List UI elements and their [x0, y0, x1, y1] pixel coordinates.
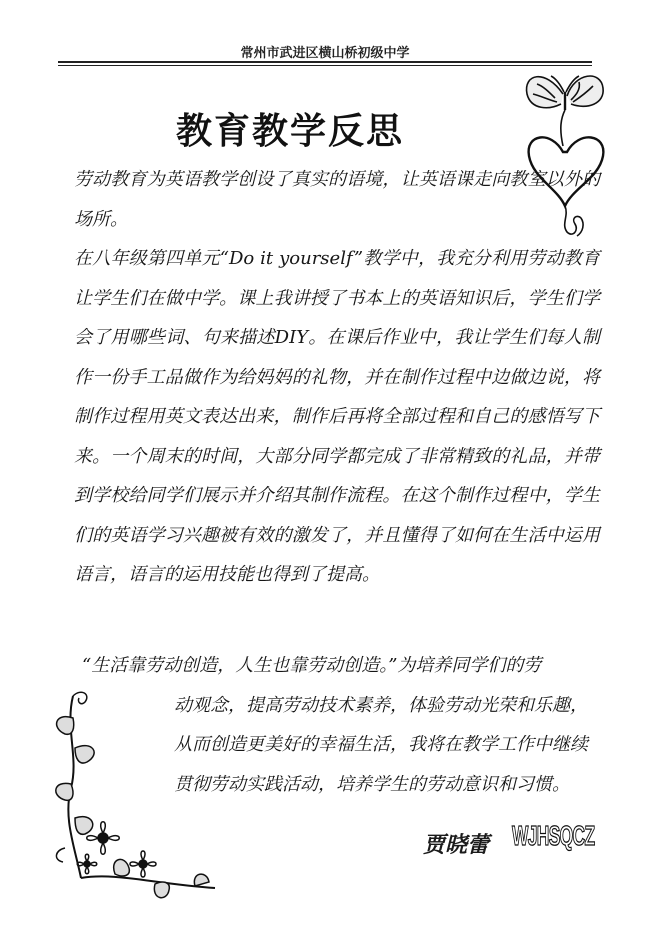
author-signature: 贾晓蕾	[423, 832, 490, 858]
floral-corner-decoration-icon	[45, 688, 225, 908]
header-rule-thin	[58, 65, 592, 66]
page-title: 教育教学反思	[175, 110, 404, 152]
paragraph-2: 在八年级第四单元“Do it yourself”教学中，我充分利用劳动教育让学生们在做中学。课上我讲授了书本上的英语知识后，学生们学会了用哪些词、句来描述DIY。在课后作业中，我让学生们每人制作一份手工品做作为给妈妈的礼物，并在制作过程中边做边说，将制作过程用英文表达出来，制作后再将全部过程和自己的感悟写下来。一个周末的时间，大部分同学都完成了非常精致的礼品，并带到学校给同学们展示并介绍其制作流程。在这个制作过程中，学生们的英语学习兴趣被有效的激发了，并且懂得了如何在生活中运用语言，语言的运用技能也得到了提高。	[74, 248, 600, 585]
header-rule-thick	[58, 61, 592, 63]
body-text	[62, 160, 600, 595]
paragraph-1: 劳动教育为英语教学创设了真实的语境，让英语课走向教室以外的场所。	[74, 169, 600, 230]
closing-paragraph-rest: 动观念，提高劳动技术素养，体验劳动光荣和乐趣，从而创造更美好的幸福生活，我将在教学工作中继续贯彻劳动实践活动，培养学生的劳动意识和习惯。	[174, 694, 588, 795]
closing-paragraph-first-line: “生活靠劳动创造，人生也靠劳动创造。”为培养同学们的劳	[82, 655, 542, 676]
school-header: 常州市武进区横山桥初级中学	[240, 46, 410, 61]
outlined-code-mark: WJHSQCZ	[512, 820, 595, 851]
